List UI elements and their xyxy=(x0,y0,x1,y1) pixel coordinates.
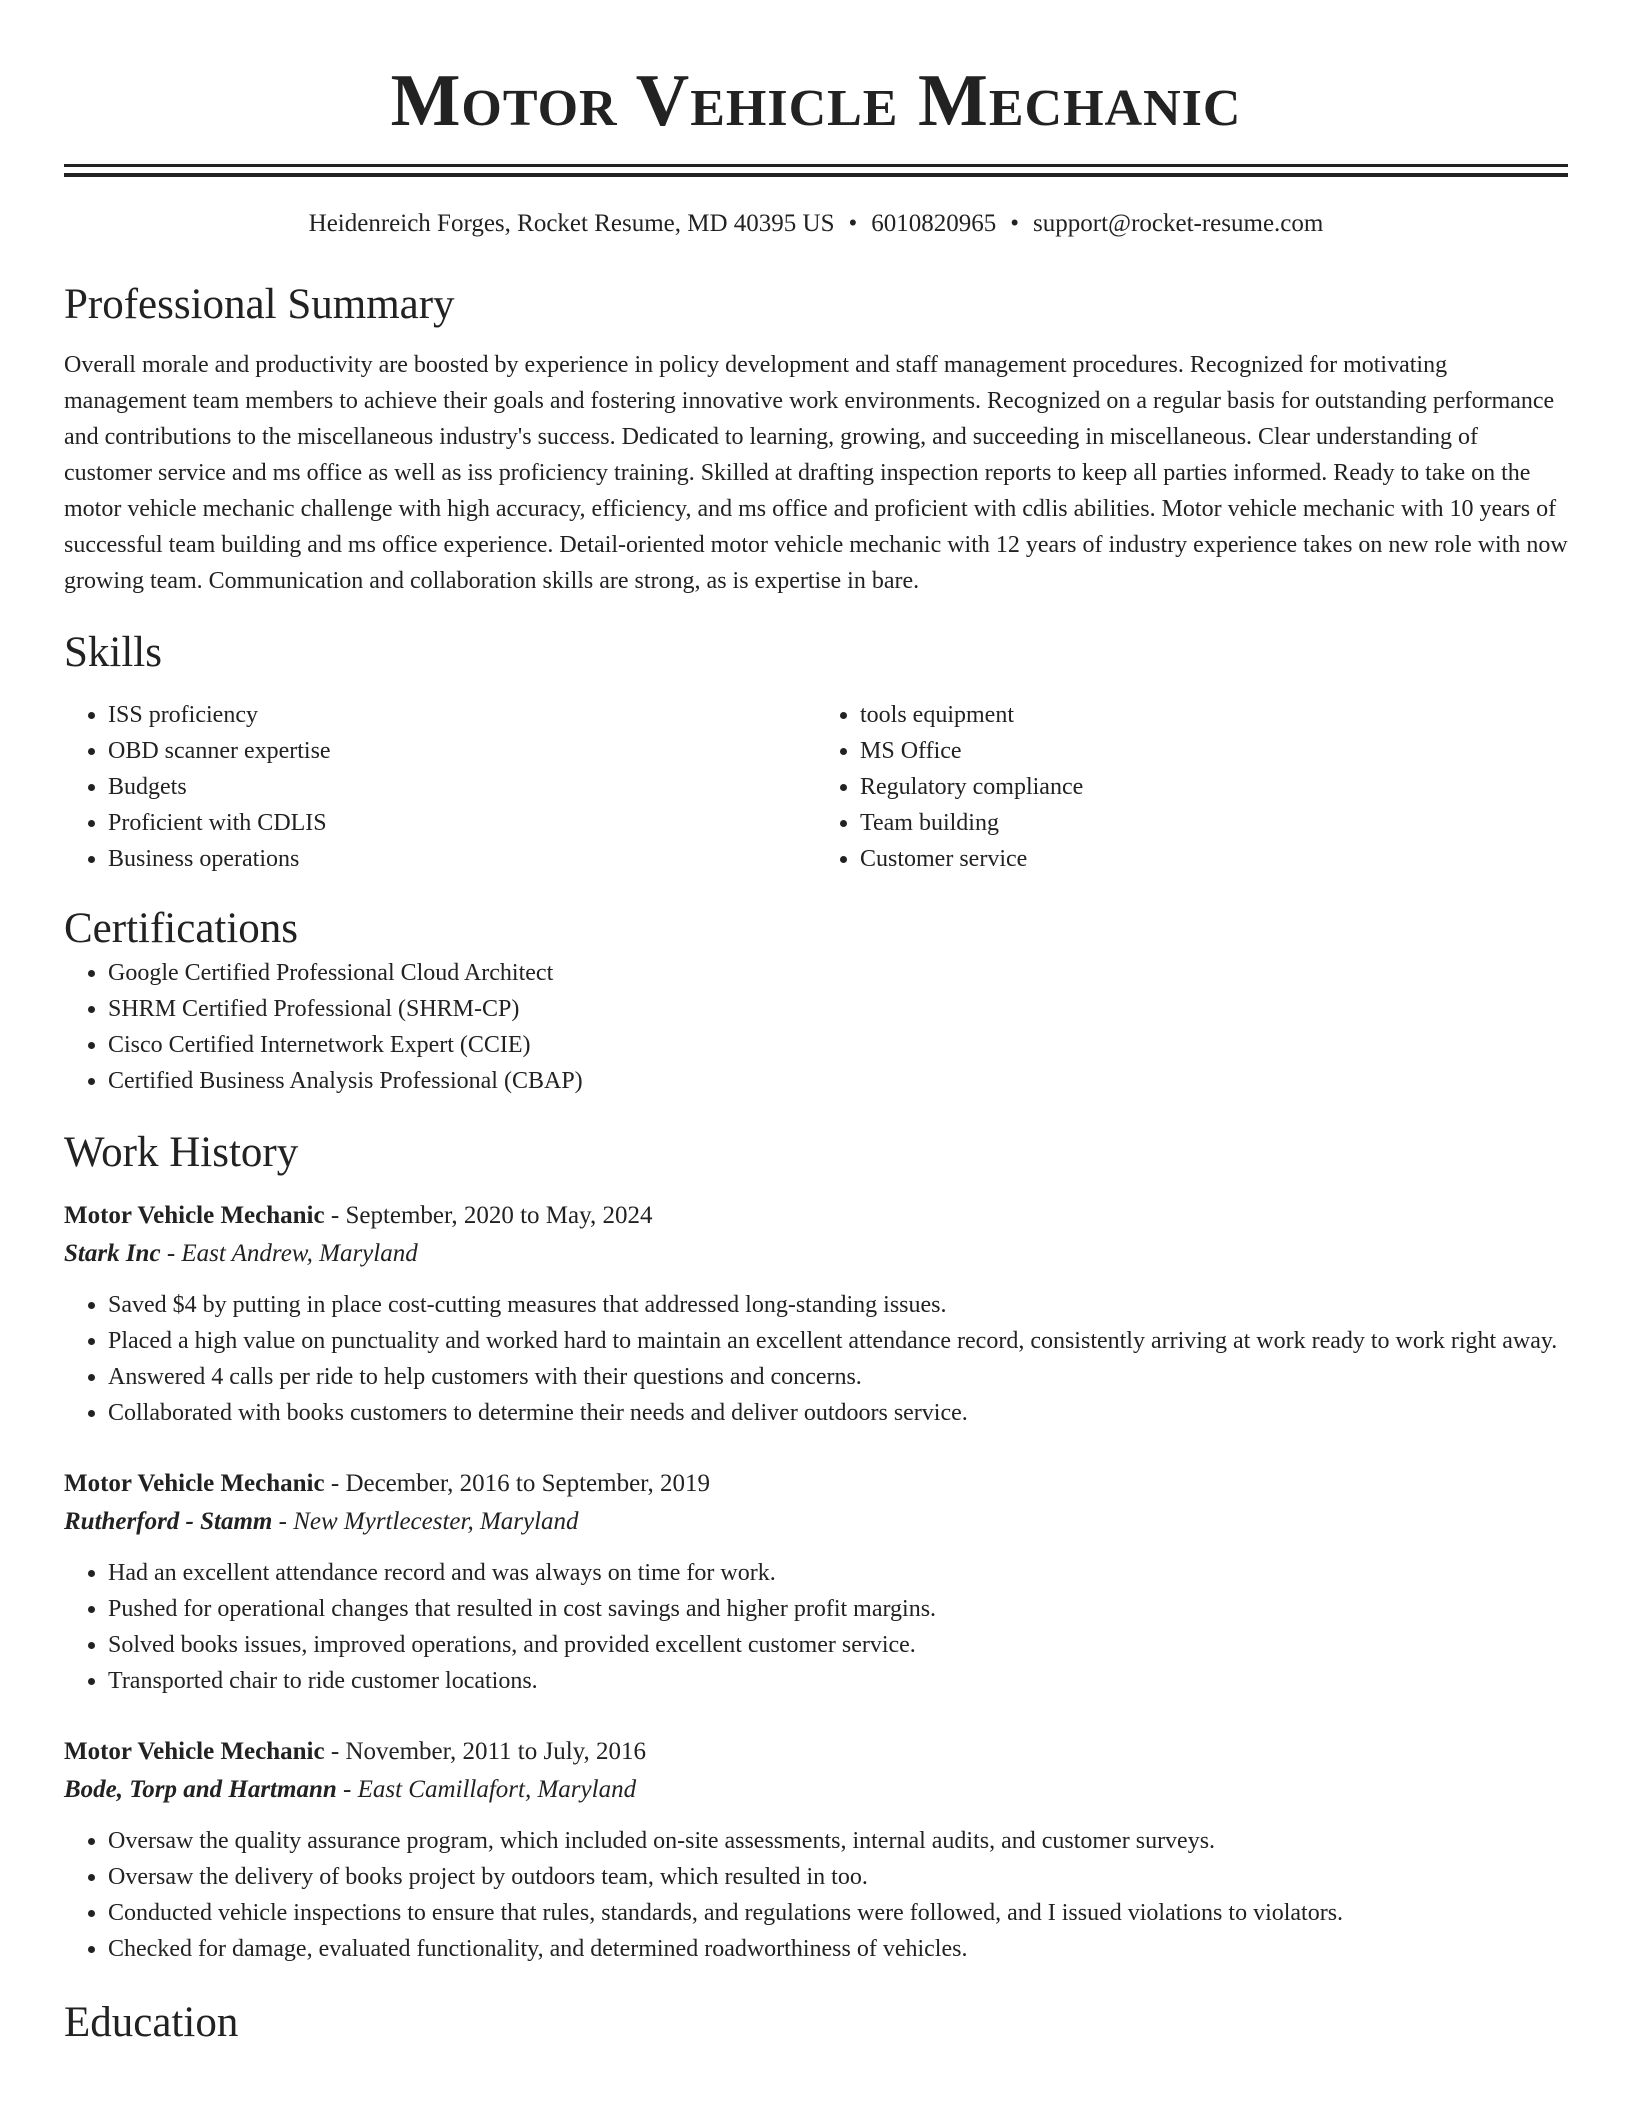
job-title-line: Motor Vehicle Mechanic - November, 2011 to July, 2016 xyxy=(64,1738,647,1765)
job-entry xyxy=(64,1733,1568,1967)
job-dates: September, 2020 to May, 2024 xyxy=(345,1202,653,1229)
job-title: Motor Vehicle Mechanic xyxy=(64,1738,325,1765)
job-company: Rutherford - Stamm xyxy=(64,1508,273,1535)
job-dates: December, 2016 to September, 2019 xyxy=(345,1470,711,1497)
job-bullet: • Checked for damage, evaluated functionality, and determined roadworthiness of vehicles. xyxy=(108,1931,1568,1967)
certification-item: • Certified Business Analysis Professional (CBAP) xyxy=(108,1063,1568,1099)
job-company-line: Rutherford - Stamm - New Myrtlecester, Maryland xyxy=(64,1508,579,1535)
header-divider-top xyxy=(64,164,1568,167)
skill-item: • Proficient with CDLIS xyxy=(108,805,816,841)
skill-item: • Budgets xyxy=(108,769,816,805)
job-bullet: • Transported chair to ride customer locations. xyxy=(108,1663,1568,1699)
skills-section xyxy=(64,627,1568,877)
job-bullet: • Conducted vehicle inspections to ensure that rules, standards, and regulations were followed, and I issued violations to violators. xyxy=(108,1895,1568,1931)
job-title: Motor Vehicle Mechanic xyxy=(64,1202,325,1229)
job-company: Bode, Torp and Hartmann xyxy=(64,1776,337,1803)
contact-line xyxy=(64,207,1568,241)
skill-item: • Regulatory compliance xyxy=(860,769,1568,805)
job-bullet: • Pushed for operational changes that resulted in cost savings and higher profit margins. xyxy=(108,1591,1568,1627)
contact-email: support@rocket-resume.com xyxy=(1033,210,1324,237)
skill-item: • ISS proficiency xyxy=(108,697,816,733)
job-company: Stark Inc xyxy=(64,1240,161,1267)
job-bullet: • Had an excellent attendance record and was always on time for work. xyxy=(108,1555,1568,1591)
summary-section xyxy=(64,279,1568,599)
job-title-line: Motor Vehicle Mechanic - December, 2016 to September, 2019 xyxy=(64,1470,711,1497)
job-location: New Myrtlecester, Maryland xyxy=(293,1508,579,1535)
job-bullet: • Solved books issues, improved operations, and provided excellent customer service. xyxy=(108,1627,1568,1663)
skills-left-column xyxy=(64,697,816,877)
job-bullet: • Oversaw the quality assurance program, which included on-site assessments, internal audits, and customer surveys. xyxy=(108,1823,1568,1859)
skill-item: • Customer service xyxy=(860,841,1568,877)
job-title-line: Motor Vehicle Mechanic - September, 2020 to May, 2024 xyxy=(64,1202,653,1229)
job-bullets xyxy=(64,1555,1568,1699)
header-divider-bottom xyxy=(64,173,1568,177)
job-bullet: • Placed a high value on punctuality and worked hard to maintain an excellent attendance record, consistently arriving at work ready to work right away. xyxy=(108,1323,1568,1359)
job-bullets xyxy=(64,1287,1568,1431)
certification-item: • Google Certified Professional Cloud Architect xyxy=(108,955,1568,991)
skill-item: • OBD scanner expertise xyxy=(108,733,816,769)
job-location: East Camillafort, Maryland xyxy=(357,1776,637,1803)
skill-item: • Team building xyxy=(860,805,1568,841)
summary-text: Overall morale and productivity are boosted by experience in policy development and staff management procedures. Recognized for motivating management team members to achieve their goals and fostering innovative work environments. Recognized on a regular basis for outstanding performance and contributions to the miscellaneous industry's success. Dedicated to learning, growing, and succeeding in miscellaneous. Clear understanding of customer service and ms office as well as iss proficiency training. Skilled at drafting inspection reports to keep all parties informed. Ready to take on the motor vehicle mechanic challenge with high accuracy, efficiency, and ms office and proficient with cdlis abilities. Motor vehicle mechanic with 10 years of successful team building and ms office experience. Detail-oriented motor vehicle mechanic with 12 years of industry experience takes on new role with now growing team. Communication and collaboration skills are strong, as is expertise in bare. xyxy=(64,352,1568,594)
resume-name: Motor Vehicle Mechanic xyxy=(390,60,1242,142)
education-section xyxy=(64,1997,1568,2049)
skills-heading: Skills xyxy=(64,629,162,676)
job-bullet: • Collaborated with books customers to determine their needs and deliver outdoors service. xyxy=(108,1395,1568,1431)
education-heading: Education xyxy=(64,1999,239,2046)
contact-phone: 6010820965 xyxy=(871,210,997,237)
contact-separator: • xyxy=(848,210,858,237)
skill-item: • MS Office xyxy=(860,733,1568,769)
work-history-heading: Work History xyxy=(64,1129,299,1176)
job-bullets xyxy=(64,1823,1568,1967)
job-title: Motor Vehicle Mechanic xyxy=(64,1470,325,1497)
contact-separator: • xyxy=(1010,210,1020,237)
skill-item: • tools equipment xyxy=(860,697,1568,733)
summary-heading: Professional Summary xyxy=(64,281,455,328)
job-company-line: Bode, Torp and Hartmann - East Camillafort, Maryland xyxy=(64,1776,637,1803)
job-company-line: Stark Inc - East Andrew, Maryland xyxy=(64,1240,418,1267)
job-location: East Andrew, Maryland xyxy=(181,1240,418,1267)
skills-right-column xyxy=(816,697,1568,877)
job-entry xyxy=(64,1197,1568,1431)
certification-item: • SHRM Certified Professional (SHRM-CP) xyxy=(108,991,1568,1027)
certifications-heading: Certifications xyxy=(64,905,299,952)
skills-columns xyxy=(64,697,1568,877)
work-history-section xyxy=(64,1127,1568,1967)
certifications-list xyxy=(64,955,1568,1099)
job-bullet: • Oversaw the delivery of books project by outdoors team, which resulted in too. xyxy=(108,1859,1568,1895)
contact-address: Heidenreich Forges, Rocket Resume, MD 40395 US xyxy=(308,210,835,237)
certifications-section xyxy=(64,903,1568,1099)
skill-item: • Business operations xyxy=(108,841,816,877)
job-bullet: • Saved $4 by putting in place cost-cutting measures that addressed long-standing issues. xyxy=(108,1287,1568,1323)
job-entry xyxy=(64,1465,1568,1699)
job-bullet: • Answered 4 calls per ride to help customers with their questions and concerns. xyxy=(108,1359,1568,1395)
certification-item: • Cisco Certified Internetwork Expert (CCIE) xyxy=(108,1027,1568,1063)
job-dates: November, 2011 to July, 2016 xyxy=(345,1738,647,1765)
